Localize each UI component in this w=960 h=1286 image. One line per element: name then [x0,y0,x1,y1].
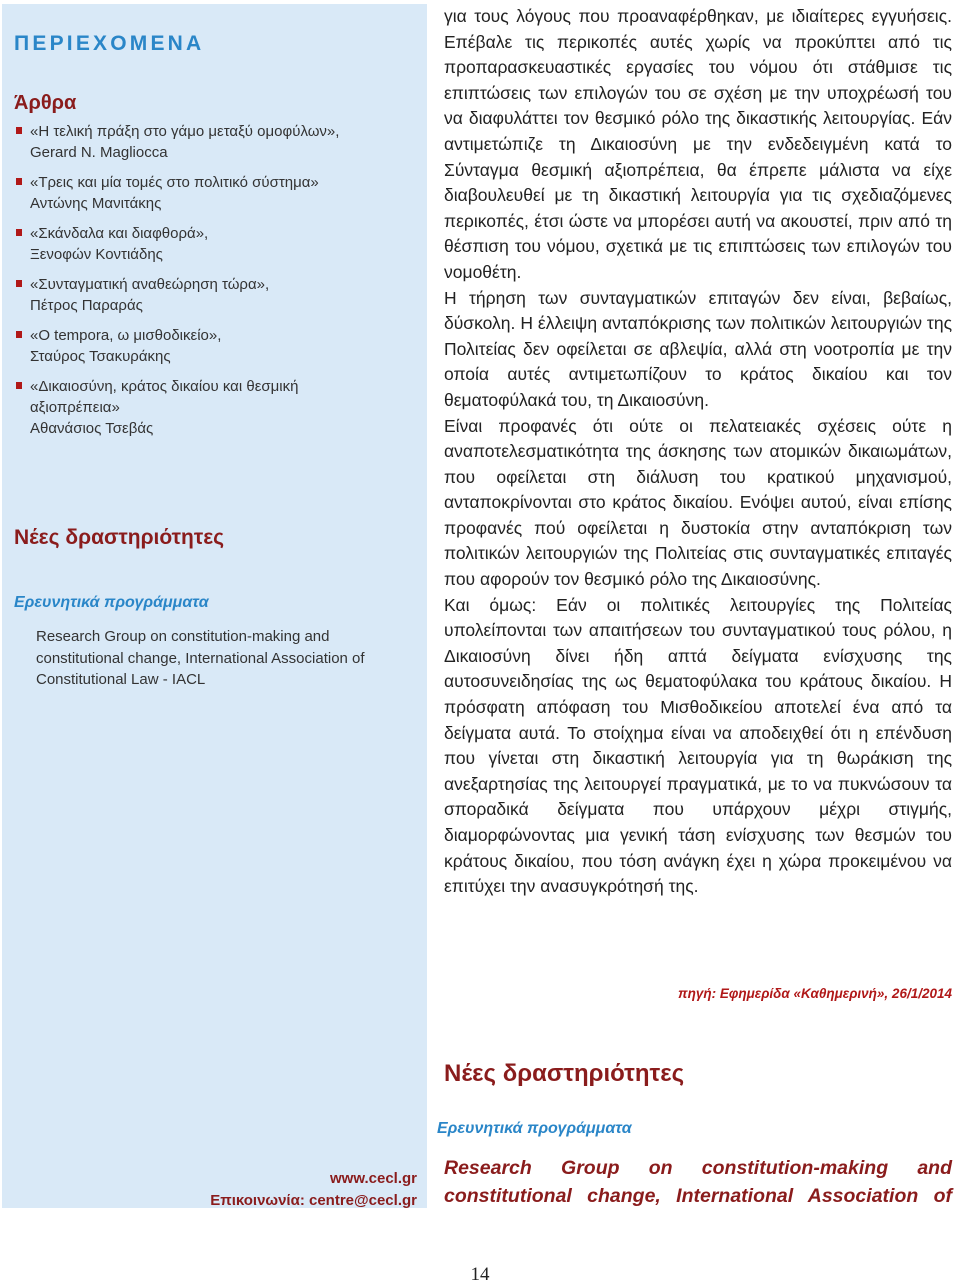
page-number: 14 [470,1264,490,1285]
toc-item[interactable] [16,121,406,163]
toc-item-author: Ξενοφών Κοντιάδης [30,246,163,263]
toc-item-title: «Η τελική πράξη στο γάμο μεταξύ ομοφύλων», [30,123,340,140]
article-paragraph: Είναι προφανές ότι ούτε οι πελατειακές σχέσεις ούτε η αναποτελεσματικότητα της άσκησης των ατομικών δικαιωμάτων, που οφείλεται στη διάλυση του κρατικού μηχανισμού, ανταποκρίνονται στο κράτος δικαίου. Ενόψει αυτού, είναι επίσης προφανές πού οφείλεται η δυστοκία στην ανταπόκριση των πολιτικών λειτουργιών της Πολιτείας στις συνταγματικές επιταγές που αφορούν τον θεσμικό ρόλο της Δικαιοσύνης. [444,415,952,590]
articles-heading: Άρθρα [14,92,77,114]
square-bullet-icon [16,178,22,185]
toc-item-author: Gerard N. Magliocca [30,144,168,161]
article-body [444,4,952,900]
toc-item-title: «Συνταγματική αναθεώρηση τώρα», [30,276,270,293]
contact-email[interactable]: Επικοινωνία: centre@cecl.gr [210,1192,417,1209]
contact-block [210,1168,417,1212]
square-bullet-icon [16,382,22,389]
toc-item-title: «Σκάνδαλα και διαφθορά», [30,225,209,242]
toc-list [16,121,406,448]
toc-item-title: «O tempora, ω μισθοδικείο», [30,327,222,344]
news-heading-main: Νέες δραστηριότητες [444,1060,685,1087]
toc-item-title: «Τρεις και μία τομές στο πολιτικό σύστημα» [30,174,319,191]
toc-item-author: Αντώνης Μανιτάκης [30,195,162,212]
toc-item-author: Αθανάσιος Τσεβάς [30,420,154,437]
toc-item-title: «Δικαιοσύνη, κράτος δικαίου και θεσμική [30,378,299,395]
article-paragraph: Και όμως: Εάν οι πολιτικές λειτουργίες της Πολιτείας υπολείπονται των απαιτήσεων του συνταγματικού τους ρόλου, η Δικαιοσύνη δίνει ήδη απτά δείγματα ενίσχυσης της αυτοσυνειδησίας της ως θεματοφύλακα του κράτους δικαίου. Η πρόσφατη απόφαση του Μισθοδικείου αποτελεί ένα από τα δείγματα αυτά. Το στοίχημα είναι να αποδειχθεί ότι η επένδυση που γίνεται στη δικαστική λειτουργία για τη θωράκιση της ανεξαρτησίας της λειτουργεί πραγματικά, με το να πυκνώσουν τα σποραδικά δείγματα που υπάρχουν μέχρι στιγμής, διαμορφώνοντας μια γενική τάση ενίσχυσης των θεσμών του κράτους δικαίου, που τόση ανάγκη έχει η χώρα προκειμένου να επιτύχει την ανασυγκρότησή της. [444,594,952,897]
research-program-item-main: Research Group on constitution-making and constitutional change, International Association of [444,1157,952,1207]
research-program-item: Research Group on constitution-making and constitutional change, International Association of Constitutional Law - IACL [36,628,365,688]
toc-item[interactable] [16,376,406,439]
square-bullet-icon [16,229,22,236]
website-link[interactable]: www.cecl.gr [330,1170,417,1187]
article-source: πηγή: Εφημερίδα «Καθημερινή», 26/1/2014 [678,986,952,1001]
contents-title: ΠΕΡΙΕΧΟΜΕΝΑ [14,32,205,55]
toc-item-author: Σταύρος Τσακυράκης [30,348,171,365]
square-bullet-icon [16,280,22,287]
toc-item-author: Πέτρος Παραράς [30,297,143,314]
toc-item-title-cont: αξιοπρέπεια» [30,399,120,416]
news-heading: Νέες δραστηριότητες [14,526,225,549]
research-programs-subheading-main: Ερευνητικά προγράμματα [437,1120,632,1137]
square-bullet-icon [16,331,22,338]
toc-item[interactable] [16,325,406,367]
toc-item[interactable] [16,172,406,214]
square-bullet-icon [16,127,22,134]
toc-item[interactable] [16,274,406,316]
article-paragraph: Η τήρηση των συνταγματικών επιταγών δεν είναι, βεβαίως, δύσκολη. Η έλλειψη ανταπόκρισης των πολιτικών λειτουργιών της Πολιτείας δεν οφείλεται σε αβλεψία, αλλά στη νοοτροπία με την οποία αυτές αντιμετωπίζουν το κράτος δικαίου και τον θεματοφύλακά του, τη Δικαιοσύνη. [444,287,952,410]
sidebar-panel [2,4,427,1208]
research-programs-subheading: Ερευνητικά προγράμματα [14,594,209,611]
article-paragraph: για τους λόγους που προαναφέρθηκαν, με ιδιαίτερες εγγυήσεις. Επέβαλε τις περικοπές αυτές χωρίς να προκύπτει από τις προπαρασκευαστικές εργασίες του νόμου ότι στάθμισε τις επιπτώσεις των επιλογών του σε σχέση με την υποχρέωσή του να διαφυλάττει τον θεσμικό ρόλο της δικαστικής λειτουργίας. Εάν αντιμετώπιζε τη Δικαιοσύνη με την ενδεδειγμένη κατά το Σύνταγμα θεσμική αξιοπρέπεια, θα έπρεπε μάλιστα να είχε διαβουλευθεί με τη δικαστική λειτουργία για τις σχεδιαζόμενες περικοπές, έτσι ώστε να μπορέσει αυτή να ακουστεί, πριν από τη θέσπιση του νόμου, σχετικά με τις επιπτώσεις των επιλογών του νομοθέτη. [444,6,952,282]
toc-item[interactable] [16,223,406,265]
